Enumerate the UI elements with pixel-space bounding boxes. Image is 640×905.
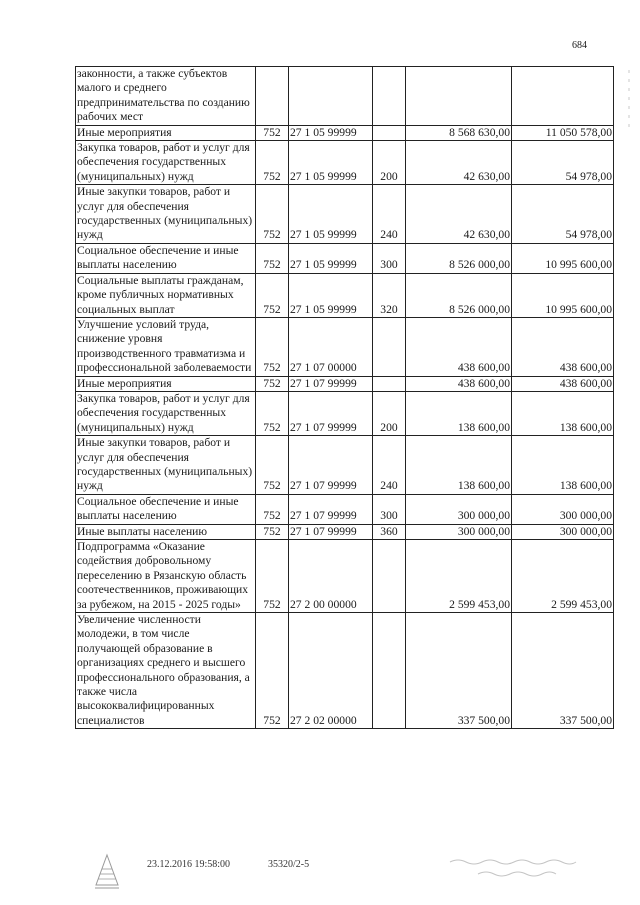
footer-datetime: 23.12.2016 19:58:00 [147,859,231,870]
row-ministry-cell: 752 [256,391,289,435]
row-expense-type-cell [373,376,406,391]
page-number: 684 [572,40,587,51]
row-amount-year2-cell: 438 600,00 [512,376,614,391]
row-code-cell: 27 1 07 99999 [289,376,373,391]
row-expense-type-cell: 300 [373,494,406,524]
row-expense-type-cell: 320 [373,273,406,317]
row-name-cell: законности, а также субъектов малого и среднего предпринимательства по созданию рабочих мест [76,67,256,126]
row-expense-type-cell: 300 [373,243,406,273]
row-amount-year2-cell: 11 050 578,00 [512,125,614,140]
row-code-cell: 27 1 07 00000 [289,317,373,376]
watermark-icon [448,855,578,884]
row-code-cell: 27 1 07 99999 [289,494,373,524]
row-name-cell: Социальные выплаты гражданам, кроме публичных нормативных социальных выплат [76,273,256,317]
table-row [76,273,614,317]
row-ministry-cell: 752 [256,540,289,613]
row-name-cell: Закупка товаров, работ и услуг для обеспечения государственных (муниципальных) нужд [76,141,256,185]
row-ministry-cell: 752 [256,376,289,391]
row-amount-year1-cell: 8 526 000,00 [406,273,512,317]
table-row [76,67,614,126]
row-amount-year1-cell: 42 630,00 [406,185,512,244]
table-row [76,613,614,729]
row-amount-year1-cell: 42 630,00 [406,141,512,185]
row-code-cell: 27 1 05 99999 [289,273,373,317]
row-name-cell: Подпрограмма «Оказание содействия добровольному переселению в Рязанскую область соотечественников, проживающих за рубежом, на 2015 - 2025 годы» [76,540,256,613]
row-amount-year1-cell: 2 599 453,00 [406,540,512,613]
row-code-cell: 27 1 07 99999 [289,436,373,495]
row-amount-year1-cell: 300 000,00 [406,494,512,524]
row-code-cell [289,67,373,126]
row-amount-year2-cell: 300 000,00 [512,494,614,524]
table-row [76,125,614,140]
row-ministry-cell [256,67,289,126]
row-expense-type-cell [373,540,406,613]
row-expense-type-cell [373,67,406,126]
table-row [76,317,614,376]
row-code-cell: 27 2 02 00000 [289,613,373,729]
row-ministry-cell: 752 [256,243,289,273]
row-expense-type-cell: 240 [373,185,406,244]
row-name-cell: Увеличение численности молодежи, в том числе получающей образование в организациях среднего и высшего профессионального образования, а также числа высококвалифицированных специалистов [76,613,256,729]
row-amount-year2-cell: 300 000,00 [512,524,614,539]
row-name-cell: Закупка товаров, работ и услуг для обеспечения государственных (муниципальных) нужд [76,391,256,435]
row-name-cell: Социальное обеспечение и иные выплаты населению [76,494,256,524]
row-expense-type-cell: 200 [373,391,406,435]
table-row [76,376,614,391]
row-expense-type-cell: 360 [373,524,406,539]
row-code-cell: 27 2 00 00000 [289,540,373,613]
row-ministry-cell: 752 [256,273,289,317]
row-code-cell: 27 1 05 99999 [289,125,373,140]
row-amount-year2-cell: 10 995 600,00 [512,243,614,273]
row-expense-type-cell: 240 [373,436,406,495]
row-amount-year1-cell: 8 568 630,00 [406,125,512,140]
row-amount-year2-cell: 54 978,00 [512,141,614,185]
row-amount-year1-cell: 438 600,00 [406,376,512,391]
row-name-cell: Иные мероприятия [76,125,256,140]
row-amount-year1-cell: 138 600,00 [406,391,512,435]
row-expense-type-cell: 200 [373,141,406,185]
row-expense-type-cell [373,125,406,140]
row-code-cell: 27 1 07 99999 [289,391,373,435]
row-ministry-cell: 752 [256,185,289,244]
row-amount-year2-cell [512,67,614,126]
row-ministry-cell: 752 [256,613,289,729]
row-amount-year2-cell: 2 599 453,00 [512,540,614,613]
table-row [76,185,614,244]
row-amount-year1-cell: 8 526 000,00 [406,243,512,273]
row-expense-type-cell [373,317,406,376]
row-ministry-cell: 752 [256,141,289,185]
row-amount-year1-cell: 138 600,00 [406,436,512,495]
row-amount-year2-cell: 54 978,00 [512,185,614,244]
row-ministry-cell: 752 [256,125,289,140]
row-amount-year2-cell: 337 500,00 [512,613,614,729]
row-expense-type-cell [373,613,406,729]
row-ministry-cell: 752 [256,494,289,524]
footer-doc-code: 35320/2-5 [268,859,310,870]
row-amount-year2-cell: 10 995 600,00 [512,273,614,317]
row-name-cell: Иные выплаты населению [76,524,256,539]
row-amount-year1-cell: 337 500,00 [406,613,512,729]
row-code-cell: 27 1 05 99999 [289,185,373,244]
table-row [76,243,614,273]
table-row [76,494,614,524]
row-code-cell: 27 1 05 99999 [289,243,373,273]
row-amount-year2-cell: 438 600,00 [512,317,614,376]
row-amount-year1-cell [406,67,512,126]
edge-scan-mark [626,70,632,130]
row-code-cell: 27 1 07 99999 [289,524,373,539]
row-ministry-cell: 752 [256,436,289,495]
table-row [76,524,614,539]
table-row [76,436,614,495]
row-name-cell: Улучшение условий труда, снижение уровня производственного травматизма и профессиональной заболеваемости [76,317,256,376]
row-amount-year2-cell: 138 600,00 [512,391,614,435]
row-ministry-cell: 752 [256,317,289,376]
row-name-cell: Социальное обеспечение и иные выплаты населению [76,243,256,273]
row-amount-year1-cell: 300 000,00 [406,524,512,539]
row-code-cell: 27 1 05 99999 [289,141,373,185]
row-ministry-cell: 752 [256,524,289,539]
row-name-cell: Иные мероприятия [76,376,256,391]
row-name-cell: Иные закупки товаров, работ и услуг для обеспечения государственных (муниципальных) нужд [76,436,256,495]
budget-table [75,66,614,729]
table-row [76,141,614,185]
table-row [76,540,614,613]
row-name-cell: Иные закупки товаров, работ и услуг для обеспечения государственных (муниципальных) нужд [76,185,256,244]
row-amount-year1-cell: 438 600,00 [406,317,512,376]
table-row [76,391,614,435]
stamp-icon [92,852,122,890]
row-amount-year2-cell: 138 600,00 [512,436,614,495]
